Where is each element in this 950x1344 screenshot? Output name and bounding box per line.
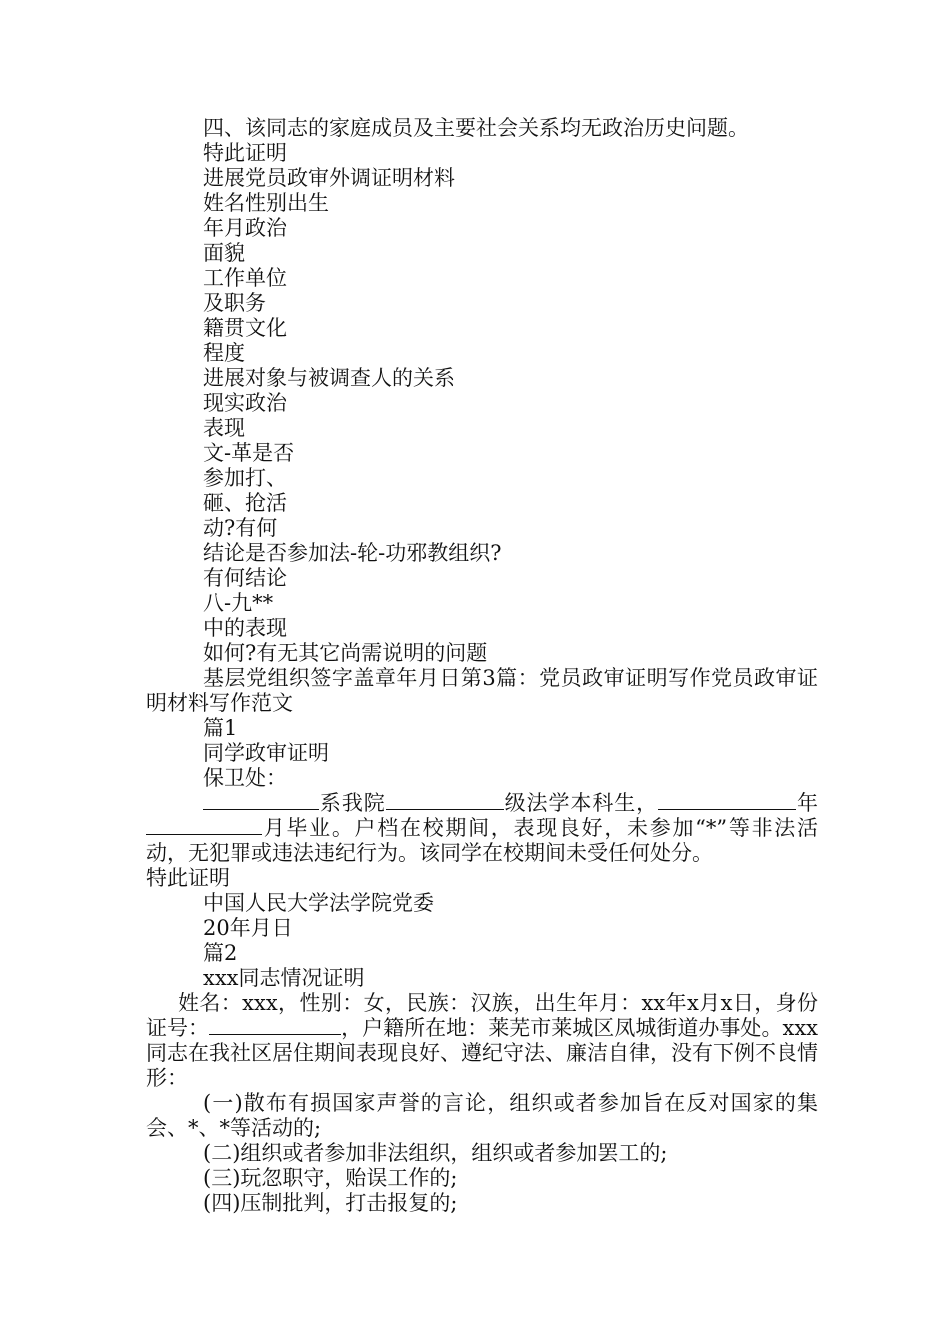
- piece-1-addressee: 保卫处：: [203, 766, 287, 790]
- text-line: 文-革是否: [203, 441, 295, 465]
- fill-blank: [209, 1016, 341, 1035]
- body-text: 级法学本科生，: [503, 791, 659, 815]
- body-text: 月毕业。户档在校期间，表现良好，未参加“*”等非法活动，无犯罪或违法违纪行为。该同学在校期间未受任何处分。: [146, 816, 818, 865]
- body-text: 年: [796, 791, 819, 815]
- piece-2-item: (一)散布有损国家声誉的言论，组织或者参加旨在反对国家的集会、*、*等活动的;: [146, 1091, 818, 1140]
- text-line: 中的表现: [203, 616, 287, 640]
- text-line: 姓名性别出生: [203, 191, 329, 215]
- piece-1-org: 中国人民大学法学院党委: [203, 891, 434, 915]
- text-line: 现实政治: [203, 391, 287, 415]
- piece-2-title: xxx同志情况证明: [203, 966, 365, 990]
- text-line: 进展党员政审外调证明材料: [203, 166, 455, 190]
- text-line: 如何?有无其它尚需说明的问题: [203, 641, 488, 665]
- piece-1-body: [146, 791, 818, 866]
- text-line: 及职务: [203, 291, 266, 315]
- text-line: 工作单位: [203, 266, 287, 290]
- document-page: [146, 116, 818, 1216]
- piece-2-item: (二)组织或者参加非法组织，组织或者参加罢工的;: [203, 1141, 668, 1165]
- text-line: 面貌: [203, 241, 245, 265]
- text-line: 四、该同志的家庭成员及主要社会关系均无政治历史问题。: [203, 116, 749, 140]
- text-line: 特此证明: [203, 141, 287, 165]
- text-line: 表现: [203, 416, 245, 440]
- text-line: 参加打、: [203, 466, 287, 490]
- text-line: 程度: [203, 341, 245, 365]
- piece-2-label: 篇2: [203, 941, 238, 965]
- body-text: 姓名：xxx，性别：女，民族：汉族，出生年月：xx年x月x日，身份证号：: [146, 991, 818, 1040]
- text-line: 年月政治: [203, 216, 287, 240]
- fill-blank: [203, 791, 319, 810]
- piece-2-item: (四)压制批判，打击报复的;: [203, 1191, 458, 1215]
- piece-1-title: 同学政审证明: [203, 741, 329, 765]
- text-line: 结论是否参加法-轮-功邪教组织?: [203, 541, 502, 565]
- piece-1-label: 篇1: [203, 716, 238, 740]
- body-text: ，户籍所在地：莱芜市莱城区凤城街道办事处。xxx同志在我社区居住期间表现良好、遵纪守法、廉洁自律，没有下例不良情形：: [146, 1016, 819, 1090]
- piece-2-intro: [146, 991, 818, 1091]
- text-line: 进展对象与被调查人的关系: [203, 366, 455, 390]
- piece-1-closing: 特此证明: [146, 866, 230, 890]
- text-line: 有何结论: [203, 566, 287, 590]
- text-line: 动?有何: [203, 516, 278, 540]
- text-line: 八-九**: [203, 591, 274, 615]
- fill-blank: [146, 816, 262, 835]
- fill-blank: [386, 791, 504, 810]
- piece-1-date: 20年月日: [203, 916, 293, 940]
- text-line: 籍贯文化: [203, 316, 287, 340]
- fill-blank: [658, 791, 796, 810]
- body-text: 系我院: [319, 791, 386, 815]
- text-line: 砸、抢活: [203, 491, 287, 515]
- piece-2-item: (三)玩忽职守，贻误工作的;: [203, 1166, 458, 1190]
- section-3-title: 基层党组织签字盖章年月日第3篇：党员政审证明写作党员政审证明材料写作范文: [146, 666, 818, 715]
